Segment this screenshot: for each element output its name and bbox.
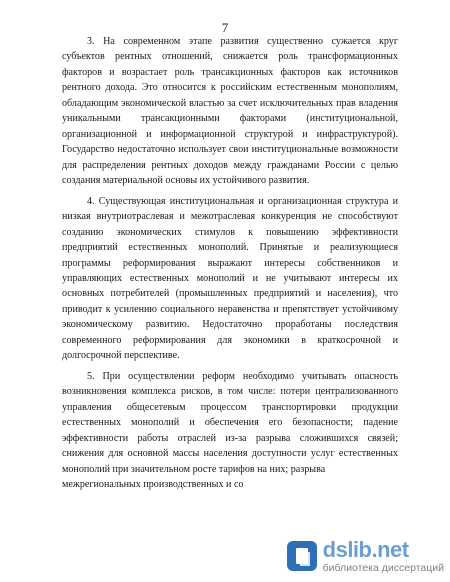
site-watermark	[287, 536, 444, 574]
watermark-subtitle: библиотека диссертаций	[322, 561, 444, 574]
paragraph-5-last-line: межрегиональных производственных и со	[62, 479, 244, 491]
paragraph-3: 3. На современном этапе развития существенно сужается круг субъектов рентных отношений, снижается роль трансформационных факторов и возрастает роль трансакционных факторов как источников рентного дохода. Это относится к российским естественным монополиям, обладающим экономической властью за счет исключительных прав владения уникальными трансакционными факторами (институциональной, организационной и информационной структурой и инфраструктурой). Государство недостаточно использует свои институциональные возможности для распределения рентных доходов между гражданами России с целью создания материальной основы их устойчивого развития.	[62, 36, 398, 187]
document-body	[62, 34, 398, 493]
paragraph-5: 5. При осуществлении реформ необходимо учитывать опасность возникновения комплекса рисков, в том числе: потери централизованного управления общесетевым процессом транспортировки продукции естественных монополий и обеспечения его безопасности; падение эффективности работы отраслей из-за разрыва сложившихся связей; снижения для основной массы населения доступности услуг естественных монополий при значительном росте тарифов на них; разрыва	[62, 370, 398, 475]
paragraph-4: 4. Существующая институциональная и организационная структура и низкая внутриотраслевая и межотраслевая конкуренция не способствуют созданию экономических стимулов к повышению эффективности предприятий естественных монополий. Принятые и реализующиеся программы реформирования выражают интересы собственников и управляющих естественных монополий и не учитывают интересы их основных потребителей (промышленных предприятий и населения), что приводит к усилению социального неравенства и препятствует устойчивому экономическому развитию. Недостаточно проработаны последствия современного реформирования для экономики в краткосрочной и долгосрочной перспективе.	[62, 195, 398, 362]
watermark-text	[322, 536, 444, 574]
book-icon	[287, 541, 317, 571]
page-number: 7	[221, 21, 229, 35]
watermark-brand: dslib.net	[322, 536, 409, 562]
